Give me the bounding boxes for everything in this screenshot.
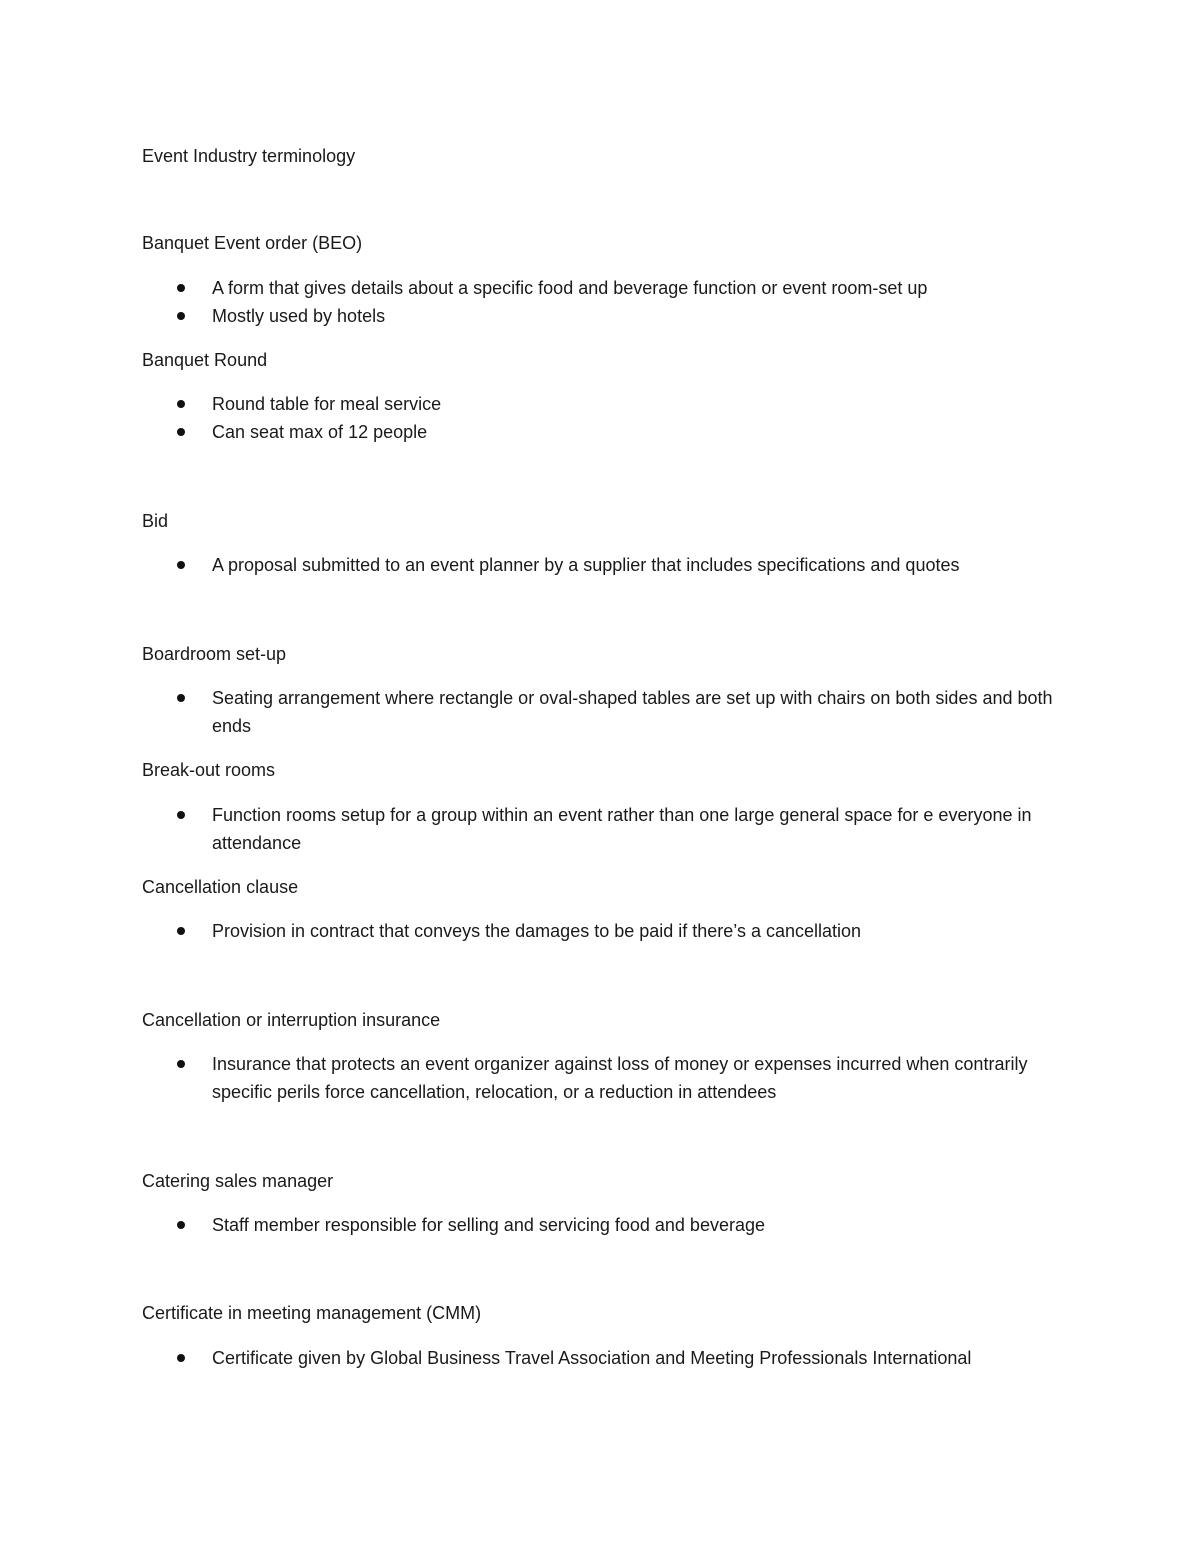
definition-list	[142, 390, 1062, 446]
document-title: Event Industry terminology	[142, 146, 356, 166]
bullet-icon	[177, 1060, 185, 1068]
term-heading: Catering sales manager	[142, 1171, 334, 1191]
bullet-icon	[177, 927, 185, 935]
bullet-icon	[177, 284, 185, 292]
term-heading: Boardroom set-up	[142, 644, 287, 664]
definition-item	[142, 551, 1062, 579]
bullet-icon	[177, 1354, 185, 1362]
definition-list	[142, 1050, 1062, 1106]
definition-list	[142, 1211, 1062, 1239]
definition-text: Mostly used by hotels	[212, 306, 386, 326]
definition-item	[142, 302, 1062, 330]
definition-text: Insurance that protects an event organizer against loss of money or expenses incurred when contrarily specific perils force cancellation, relocation, or a reduction in attendees	[212, 1054, 1028, 1102]
definition-item	[142, 390, 1062, 418]
bullet-icon	[177, 694, 185, 702]
definition-list	[142, 801, 1062, 857]
term-heading: Cancellation or interruption insurance	[142, 1010, 441, 1030]
definition-item	[142, 684, 1062, 740]
definition-text: A proposal submitted to an event planner by a supplier that includes specifications and quotes	[212, 555, 960, 575]
definition-text: Function rooms setup for a group within an event rather than one large general space for e everyone in attendance	[212, 805, 1032, 853]
definition-text: Staff member responsible for selling and servicing food and beverage	[212, 1215, 765, 1235]
definition-item	[142, 1050, 1062, 1106]
bullet-icon	[177, 811, 185, 819]
definition-item	[142, 1211, 1062, 1239]
term-heading: Banquet Event order (BEO)	[142, 233, 363, 253]
definition-text: Round table for meal service	[212, 394, 442, 414]
definition-list	[142, 274, 1062, 330]
definition-item	[142, 801, 1062, 857]
term-heading: Certificate in meeting management (CMM)	[142, 1303, 482, 1323]
definition-text: Provision in contract that conveys the damages to be paid if there’s a cancellation	[212, 921, 862, 941]
bullet-icon	[177, 312, 185, 320]
definition-item	[142, 418, 1062, 446]
definition-text: A form that gives details about a specific food and beverage function or event room-set up	[212, 278, 928, 298]
definition-list	[142, 551, 1062, 579]
definition-text: Certificate given by Global Business Travel Association and Meeting Professionals International	[212, 1348, 972, 1368]
term-heading: Cancellation clause	[142, 877, 299, 897]
definition-text: Can seat max of 12 people	[212, 422, 428, 442]
definition-list	[142, 917, 1062, 945]
definition-list	[142, 1344, 1062, 1372]
term-heading: Banquet Round	[142, 350, 268, 370]
definition-item	[142, 917, 1062, 945]
bullet-icon	[177, 561, 185, 569]
bullet-icon	[177, 428, 185, 436]
bullet-icon	[177, 1221, 185, 1229]
definition-item	[142, 1344, 1062, 1372]
bullet-icon	[177, 400, 185, 408]
definition-list	[142, 684, 1062, 740]
term-heading: Break-out rooms	[142, 760, 276, 780]
term-heading: Bid	[142, 511, 169, 531]
definition-text: Seating arrangement where rectangle or oval-shaped tables are set up with chairs on both sides and both ends	[212, 688, 1053, 736]
definition-item	[142, 274, 1062, 302]
